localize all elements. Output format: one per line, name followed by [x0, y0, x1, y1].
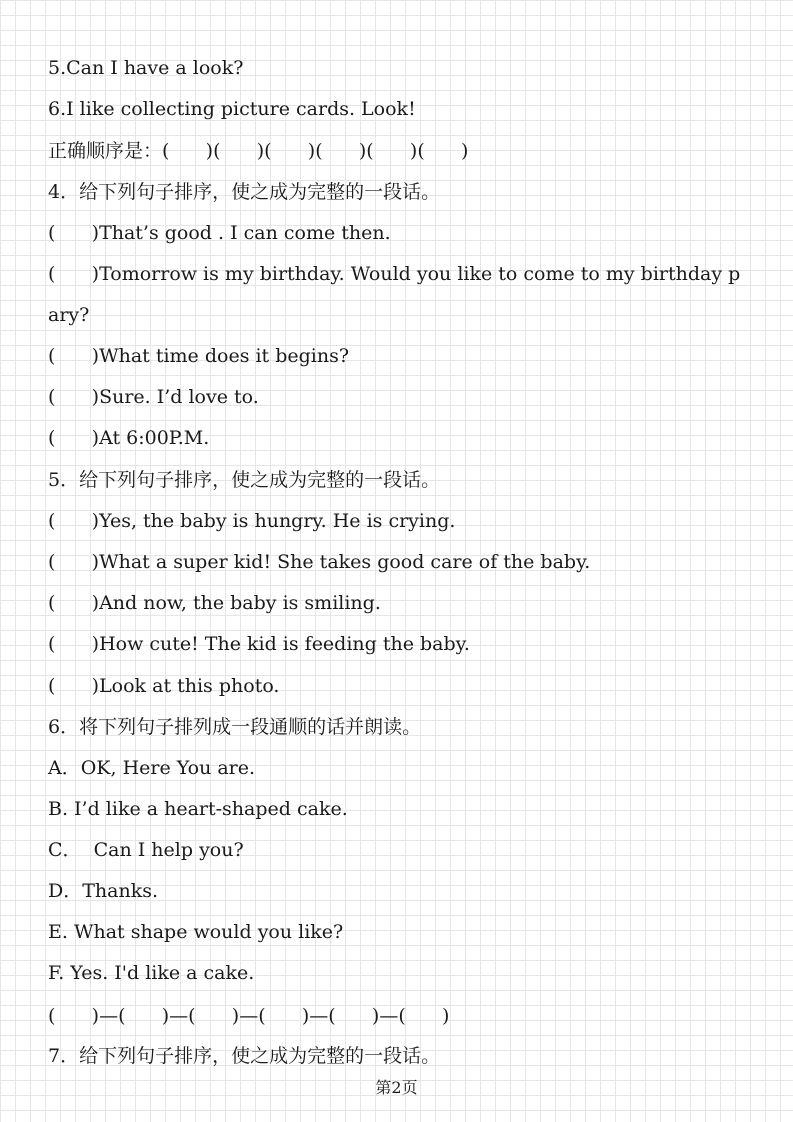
option-b: B. I’d like a heart-shaped cake.: [48, 798, 348, 820]
text-line-15: ( )How cute! The kid is feeding the baby.: [48, 633, 470, 655]
text-line-14: ( )And now, the baby is smiling.: [48, 592, 381, 614]
text-line-10: ( )At 6:00P.M.: [48, 427, 210, 449]
text-line-2: 6.I like collecting picture cards. Look!: [48, 98, 416, 120]
text-line-6: ( )Tomorrow is my birthday. Would you like to come to my birthday p: [48, 263, 741, 285]
text-line-9: ( )Sure. I’d love to.: [48, 386, 259, 408]
option-a: A．OK, Here You are.: [48, 757, 256, 779]
text-line-5: ( )That’s good . I can come then.: [48, 222, 391, 244]
text-line-16: ( )Look at this photo.: [48, 675, 280, 697]
text-line-8: ( )What time does it begins?: [48, 345, 350, 367]
option-c: C． Can I help you?: [48, 839, 244, 861]
text-line-7: ary?: [48, 304, 90, 326]
option-f: F. Yes. I'd like a cake.: [48, 962, 255, 984]
text-line-13: ( )What a super kid! She takes good care of the baby.: [48, 551, 591, 573]
option-d: D．Thanks.: [48, 880, 159, 902]
question-heading-5: 5．给下列句子排序，使之成为完整的一段话。: [48, 469, 441, 491]
page-number: 第2页: [375, 1078, 418, 1097]
answer-order-line: 正确顺序是：( )( )( )( )( )( ): [48, 140, 469, 162]
option-e: E. What shape would you like?: [48, 921, 344, 943]
question-heading-7: 7．给下列句子排序，使之成为完整的一段话。: [48, 1045, 441, 1067]
text-line-12: ( )Yes, the baby is hungry. He is crying.: [48, 510, 456, 532]
answer-chain-line: ( )—( )—( )—( )—( )—( ): [48, 1005, 450, 1027]
question-heading-6: 6．将下列句子排列成一段通顺的话并朗读。: [48, 716, 422, 738]
text-line-1: 5.Can I have a look?: [48, 57, 244, 79]
question-heading-4: 4．给下列句子排序，使之成为完整的一段话。: [48, 181, 441, 203]
